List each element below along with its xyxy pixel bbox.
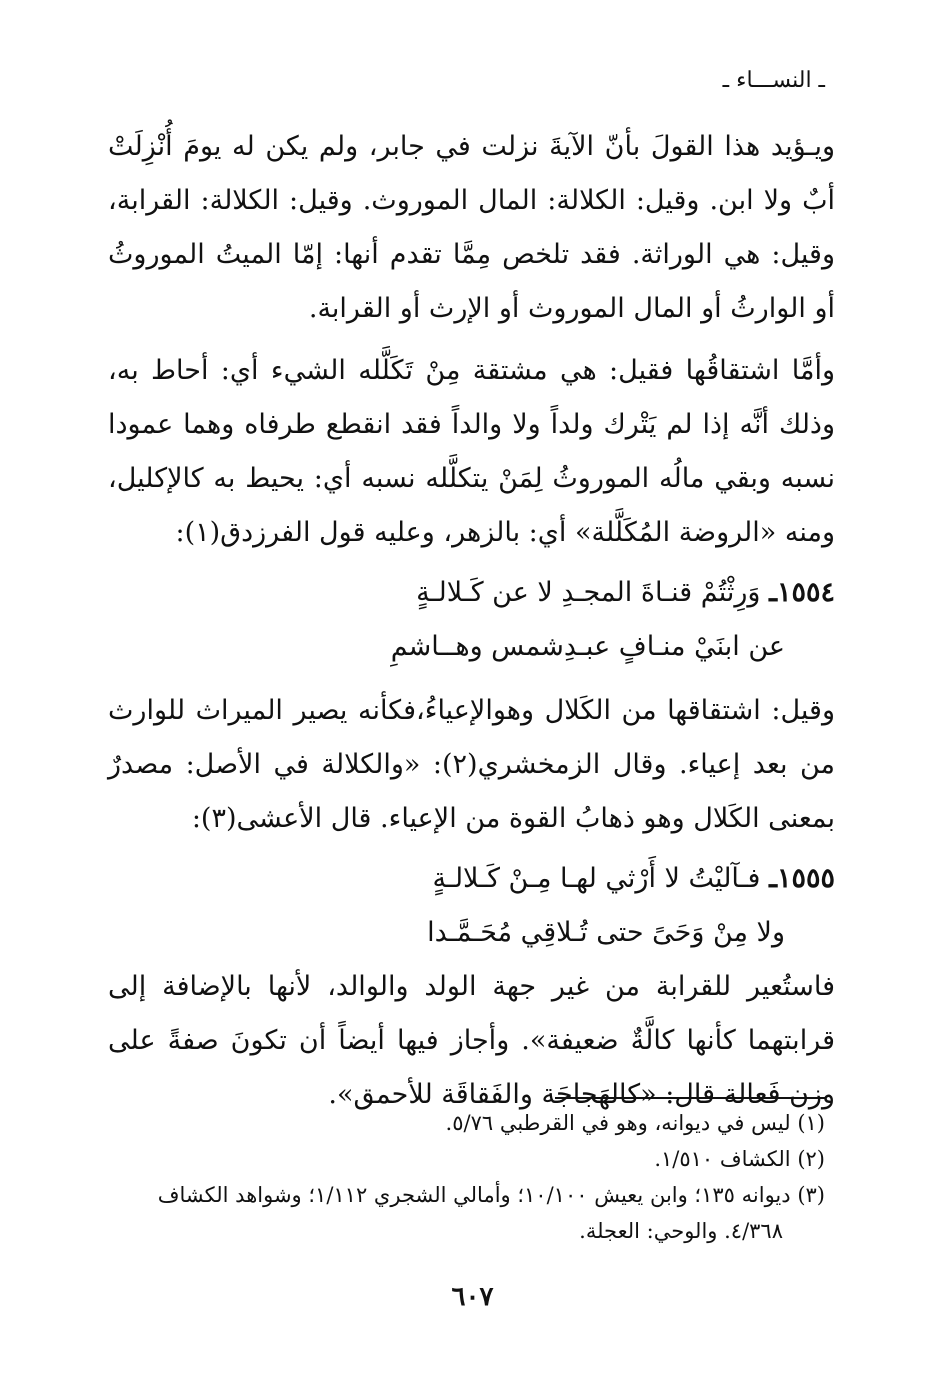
paragraph-1: ويـؤيد هذا القولَ بأنّ الآيةَ نزلت في جابر، ولم يكن له يومَ أُنْزِلَتْ أبٌ ولا ابن. وقيل: الكلالة: المال الموروث. وقيل: الكلالة: القرابة، وقيل: هي الوراثة. فقد تلخص مِمَّا تقدم أنها: إمّا الميتُ الموروثُ أو الوارثُ أو المال الموروث أو الإرث أو القرابة. [108, 131, 835, 324]
main-text [108, 120, 835, 1122]
verse-line-1 [108, 852, 835, 906]
verse-line-2: ولا مِنْ وَحَىً حتى تُـلاقِي مُحَـمَّـدا [427, 917, 785, 948]
verse-text: فـآليْتُ لا أَرْثي لهـا مِـنْ كَـلالـةٍ [432, 863, 761, 894]
footnote-separator [555, 1097, 825, 1099]
verse-line-1 [108, 566, 835, 620]
verse-line-2: عن ابنَيْ منـافٍ عبـدِشمس وهــاشمِ [390, 631, 785, 662]
verse-text: وَرِثْتُمْ قنـاةَ المجـدِ لا عن كَـلالـةٍ [416, 577, 761, 608]
footnotes [108, 1105, 825, 1249]
footnote-mark: (٢) [797, 1147, 825, 1171]
footnote-mark: (١) [797, 1111, 825, 1135]
verse-1554 [108, 566, 835, 674]
footnote-text: ليس في ديوانه، وهو في القرطبي ٥/٧٦. [445, 1111, 791, 1135]
paragraph-2: وأمَّا اشتقاقُها فقيل: هي مشتقة مِنْ تَكَلَّله الشيء أي: أحاط به، وذلك أنَّه إذا لم يَتْرك ولداً ولا والداً فقد انقطع طرفاه وهما عمودا نسبه وبقي مالُه الموروثُ لِمَنْ يتكلَّله نسبه أي: يحيط به كالإكليل، ومنه «الروضة المُكَلَّلة» أي: بالزهر، وعليه قول الفرزدق(١): [108, 355, 835, 548]
footnote-1 [108, 1105, 825, 1141]
footnote-text: الكشاف ١/٥١٠. [654, 1147, 791, 1171]
footnote-mark: (٣) [797, 1183, 825, 1207]
footnote-3-continuation: ٤/٣٦٨. والوحي: العجلة. [579, 1219, 783, 1243]
footnote-text: ديوانه ١٣٥؛ وابن يعيش ١٠/١٠٠؛ وأمالي الشجري ١/١١٢؛ وشواهد الكشاف [157, 1183, 791, 1207]
page-number: ٦٠٧ [451, 1282, 494, 1312]
paragraph-4: فاستُعير للقرابة من غير جهة الولد والوالد، لأنها بالإضافة إلى قرابتهما كأنها كالَّةٌ ضعيفة». وأجاز فيها أيضاً أن تكونَ صفةً على وزن فَعالة قال: «كالهَجاجَة والفَقاقَة للأحمق». [108, 971, 835, 1110]
verse-1555 [108, 852, 835, 960]
verse-number: ١٥٥٥ـ [769, 863, 835, 894]
verse-number: ١٥٥٤ـ [769, 577, 835, 608]
paragraph-3: وقيل: اشتقاقها من الكَلال وهوالإعياءُ،فكأنه يصير الميراث للوارث من بعد إعياء. وقال الزمخشري(٢): «والكلالة في الأصل: مصدرٌ بمعنى الكَلال وهو ذهابُ القوة من الإعياء. قال الأعشى(٣): [108, 695, 836, 834]
running-header: ـ النســـاء ـ [722, 68, 825, 93]
footnote-2 [108, 1141, 825, 1177]
footnote-3 [108, 1177, 825, 1213]
